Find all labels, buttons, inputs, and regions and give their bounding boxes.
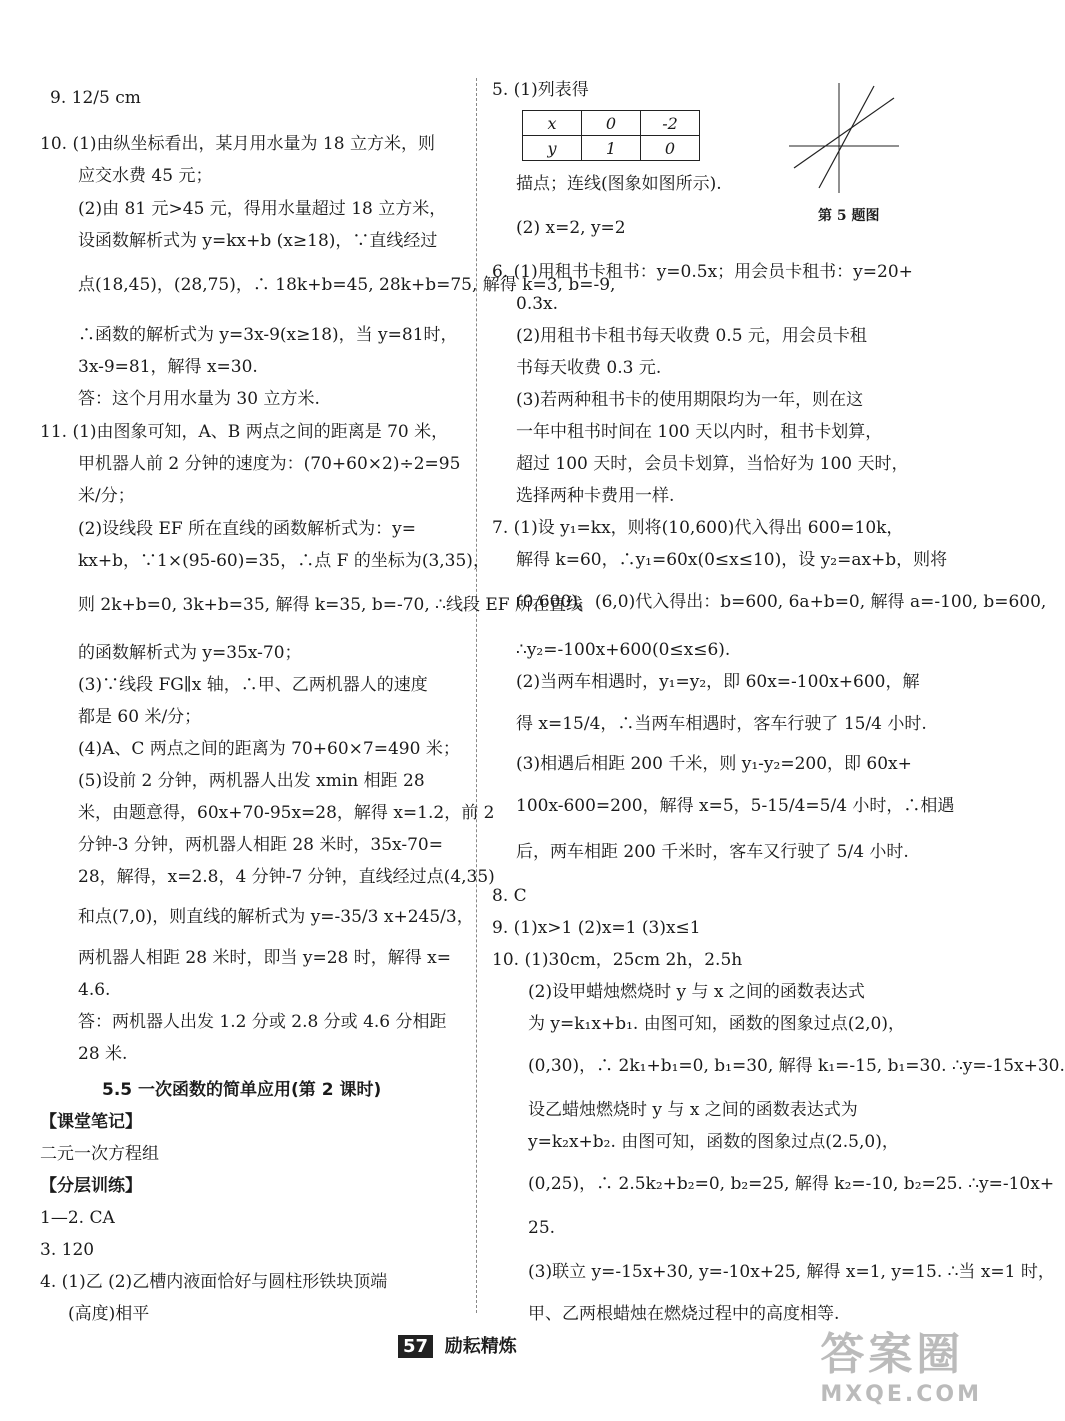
table-cell: 0: [641, 136, 700, 161]
answer-line: 答：两机器人出发 1.2 分或 2.8 分或 4.6 分相距: [78, 1012, 447, 1032]
answer-line: 设函数解析式为 y=kx+b (x≥18)，∵直线经过: [78, 231, 438, 251]
answer-line: 9. (1)x>1 (2)x=1 (3)x≤1: [492, 918, 701, 938]
answer-line: 分钟-3 分钟，两机器人相距 28 米时，35x-70=: [78, 835, 443, 855]
answer-line: 解得 k=60，∴y₁=60x(0≤x≤10)，设 y₂=ax+b，则将: [516, 550, 948, 570]
answer-line: (2)用租书卡租书每天收费 0.5 元，用会员卡租: [516, 326, 867, 346]
answer-line: (0,30)，∴ 2k₁+b₁=0, b₁=30, 解得 k₁=-15, b₁=30. ∴y=-15x+30.: [528, 1056, 1065, 1076]
answer-line: (4)A、C 两点之间的距离为 70+60×7=490 米；: [78, 739, 460, 759]
answer-line: 5. (1)列表得: [492, 80, 589, 100]
answer-line: 4. (1)乙 (2)乙槽内液面恰好与圆柱形铁块顶端: [40, 1272, 388, 1292]
answer-line: (2)由 81 元>45 元，得用水量超过 18 立方米，: [78, 199, 447, 219]
answer-line: 都是 60 米/分；: [78, 707, 202, 727]
answer-line: 10. (1)30cm，25cm 2h，2.5h: [492, 950, 743, 970]
answer-line: 1—2. CA: [40, 1208, 115, 1228]
answer-line: 9. 12/5 cm: [50, 88, 141, 108]
answer-line: 25.: [528, 1218, 556, 1238]
table-cell: y: [523, 136, 582, 161]
answer-line: (高度)相平: [68, 1304, 150, 1324]
answer-line: (0,25)，∴ 2.5k₂+b₂=0, b₂=25, 解得 k₂=-10, b₂=25. ∴y=-10x+: [528, 1174, 1055, 1194]
figure-caption: 第 5 题图: [818, 208, 880, 224]
watermark-logo: [820, 1318, 982, 1407]
answer-line: (3)∵线段 FG∥x 轴，∴甲、乙两机器人的速度: [78, 675, 428, 695]
answer-line: 二元一次方程组: [40, 1144, 159, 1164]
answer-line: 28 米.: [78, 1044, 128, 1064]
table-cell: x: [523, 111, 582, 136]
answer-line: 和点(7,0)，则直线的解析式为 y=-35/3 x+245/3，: [78, 907, 474, 927]
page-footer: [398, 1332, 517, 1358]
table-cell: 0: [582, 111, 641, 136]
answer-line: 书每天收费 0.3 元.: [516, 358, 662, 378]
value-table: [522, 110, 700, 161]
answer-line: 11. (1)由图象可知，A、B 两点之间的距离是 70 米，: [40, 422, 449, 442]
answer-line: 甲、乙两根蜡烛在燃烧过程中的高度相等.: [528, 1304, 840, 1324]
watermark-text: 答案圈: [820, 1329, 965, 1380]
answer-line: (2) x=2, y=2: [516, 218, 626, 238]
answer-line: (2)设甲蜡烛燃烧时 y 与 x 之间的函数表达式: [528, 982, 865, 1002]
answer-line: 4.6.: [78, 980, 111, 1000]
answer-line: 一年中租书时间在 100 天以内时，租书卡划算，: [516, 422, 883, 442]
answer-line: 设乙蜡烛燃烧时 y 与 x 之间的函数表达式为: [528, 1100, 858, 1120]
answer-line: 点(18,45)，(28,75)，∴ 18k+b=45, 28k+b=75, 解得 k=3, b=-9,: [78, 275, 616, 295]
answer-line: (2)当两车相遇时，y₁=y₂，即 60x=-100x+600，解: [516, 672, 920, 692]
page-number: 57: [398, 1335, 433, 1358]
answer-line: (2)设线段 EF 所在直线的函数解析式为：y=: [78, 519, 416, 539]
answer-line: y=k₂x+b₂. 由图可知，函数的图象过点(2.5,0)，: [528, 1132, 899, 1152]
answer-line: 米，由题意得，60x+70-95x=28，解得 x=1.2，前 2: [78, 803, 495, 823]
column-divider: [476, 78, 477, 1313]
answer-line: 8. C: [492, 886, 527, 906]
answer-line: 则 2k+b=0, 3k+b=35, 解得 k=35, b=-70, ∴线段 EF 所在直线: [78, 595, 583, 615]
graph-line: [819, 86, 874, 188]
answer-line: 米/分；: [78, 486, 135, 506]
table-row: [523, 111, 700, 136]
answer-line: 6. (1)用租书卡租书：y=0.5x；用会员卡租书：y=20+: [492, 262, 913, 282]
graph-line: [794, 98, 894, 168]
answer-line: 28，解得，x=2.8，4 分钟-7 分钟，直线经过点(4,35): [78, 867, 495, 887]
answer-line: ∴y₂=-100x+600(0≤x≤6).: [516, 640, 731, 660]
answer-line: 后，两车相距 200 千米时，客车又行驶了 5/4 小时.: [516, 842, 909, 862]
answer-line: 应交水费 45 元；: [78, 166, 213, 186]
answer-line: 描点；连线(图象如图所示).: [516, 174, 722, 194]
table-cell: -2: [641, 111, 700, 136]
answer-line: (3)联立 y=-15x+30, y=-10x+25, 解得 x=1, y=15. ∴当 x=1 时，: [528, 1262, 1055, 1282]
section-heading: 【分层训练】: [40, 1176, 142, 1196]
answer-line: 0.3x.: [516, 294, 559, 314]
answer-line: 3. 120: [40, 1240, 95, 1260]
answer-line: 超过 100 天时，会员卡划算，当恰好为 100 天时，: [516, 454, 909, 474]
answer-line: 答：这个月用水量为 30 立方米.: [78, 389, 320, 409]
answer-line: (3)相遇后相距 200 千米，则 y₁-y₂=200，即 60x+: [516, 754, 912, 774]
answer-line: (0,600)，(6,0)代入得出：b=600, 6a+b=0, 解得 a=-100, b=600,: [516, 592, 1047, 612]
answer-line: 选择两种卡费用一样.: [516, 486, 675, 506]
answer-line: 的函数解析式为 y=35x-70；: [78, 643, 302, 663]
section-heading: 【课堂笔记】: [40, 1112, 142, 1132]
watermark-url: MXQE.COM: [820, 1382, 982, 1407]
answer-line: 甲机器人前 2 分钟的速度为：(70+60×2)÷2=95: [78, 454, 461, 474]
answer-line: 100x-600=200，解得 x=5，5-15/4=5/4 小时，∴相遇: [516, 796, 955, 816]
table-row: [523, 136, 700, 161]
answer-line: 为 y=k₁x+b₁. 由图可知，函数的图象过点(2,0)，: [528, 1014, 906, 1034]
answer-line: ∴函数的解析式为 y=3x-9(x≥18)，当 y=81时，: [78, 325, 458, 345]
answer-line: (3)若两种租书卡的使用期限均为一年，则在这: [516, 390, 864, 410]
answer-line: 得 x=15/4，∴当两车相遇时，客车行驶了 15/4 小时.: [516, 714, 927, 734]
answer-line: kx+b，∵1×(95-60)=35，∴点 F 的坐标为(3,35)，: [78, 551, 490, 571]
table-cell: 1: [582, 136, 641, 161]
answer-line: 10. (1)由纵坐标看出，某月用水量为 18 立方米，则: [40, 134, 435, 154]
book-title: 励耘精炼: [444, 1336, 517, 1357]
answer-line: (5)设前 2 分钟，两机器人出发 xmin 相距 28: [78, 771, 425, 791]
section-title: 5.5 一次函数的简单应用(第 2 课时): [102, 1080, 382, 1100]
answer-line: 7. (1)设 y₁=kx，则将(10,600)代入得出 600=10k，: [492, 518, 904, 538]
answer-line: 两机器人相距 28 米时，即当 y=28 时，解得 x=: [78, 948, 451, 968]
function-graph-figure: [784, 78, 904, 198]
answer-line: 3x-9=81，解得 x=30.: [78, 357, 258, 377]
